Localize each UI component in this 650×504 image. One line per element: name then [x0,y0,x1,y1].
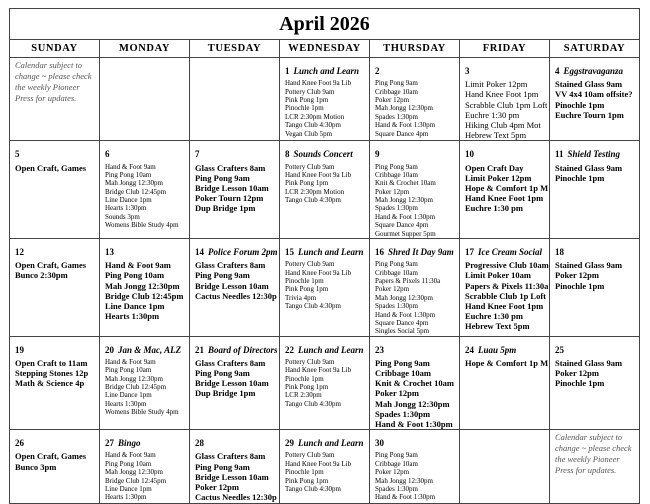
event-item: Hand & Foot 9am [105,162,156,171]
day-number: 19 [15,344,24,355]
day-header [105,432,185,451]
weekday-header-row [10,40,640,58]
special-event: Board of Directors [208,344,278,355]
event-item: Poker 12pm [375,285,410,294]
day-cell [550,239,640,337]
event-item: Pinochle 1pm [555,280,605,291]
event-item: Ping Pong 10am [105,366,152,375]
event-item: Stained Glass 9am [555,357,623,368]
calendar-note: Calendar subject to change ~ please check the weekly Pioneer Press for updates. [555,432,632,475]
event-item: Hiking Club 4pm Mot [465,119,541,130]
day-number: 18 [555,247,564,258]
event-item: LCR 2:30pm Motion [285,187,345,196]
event-item: Hand Knee Foot 1pm [465,89,539,100]
day-number: 22 [285,344,294,355]
day-header [465,339,545,358]
event-item: Ping Pong 10am [105,459,152,468]
event-item: Euchre 1:30 pm [465,109,520,120]
day-header [195,241,278,260]
event-item: Glass Crafters 8am [195,451,266,462]
event-item: Ping Pong 9am [375,162,418,171]
day-header [15,339,95,358]
day-header [555,339,635,358]
day-cell [550,430,640,504]
event-item: Ping Pong 9am [375,79,418,88]
day-number: 15 [285,247,294,258]
event-item: Scrabble Club 1pm Loft [465,99,548,110]
event-item: Ping Pong 10am [105,270,165,281]
day-number: 17 [465,247,474,258]
event-item: Ping Pong 9am [375,260,418,269]
day-cell [100,141,190,239]
day-cell [370,430,460,504]
event-item: Pinochle 1pm [285,374,324,383]
event-item: Bridge Club 12:45pm [105,187,167,196]
day-cell [10,239,100,337]
event-item: Open Craft Day [465,162,524,173]
special-event: Shield Testing [567,149,620,160]
day-header [105,143,185,162]
day-cell [460,239,550,337]
event-item: Pottery Club 9am [285,87,335,96]
event-item: Limit Poker 10am [465,270,531,281]
event-item: Ping Pong 9am [195,172,250,183]
event-item: Poker 12pm [375,95,410,104]
event-item: Poker 12pm [375,187,410,196]
special-event: Lunch and Learn [293,66,360,76]
day-number: 1 [285,66,290,76]
day-header [15,432,95,451]
event-item: Limit Poker 12pm [465,79,528,90]
event-item: Pink Pong 1pm [285,95,329,104]
day-header [375,339,455,358]
event-item: Hand & Foot 1:30pm [375,493,436,502]
event-item: Pottery Club 9am [285,451,335,460]
event-item: Pink Pong 1pm [285,285,329,294]
event-item: Stained Glass 9am [555,79,623,90]
event-item: Tango Club 4:30pm [285,484,341,493]
day-number: 30 [375,438,384,449]
special-event: Jan & Mac, ALZ [118,344,182,355]
day-header [465,241,545,260]
event-item: Hand Knee Foot 9a Lib [285,170,352,179]
event-item: Bridge Club 12:45pm [105,290,184,301]
day-header [375,143,455,162]
event-item: Ping Pong 9am [195,461,250,472]
day-header [105,241,185,260]
event-item: Dup Bridge 1pm [195,203,256,214]
day-cell [190,430,280,504]
event-item: Hand Knee Foot 9a Lib [285,79,352,88]
event-item: Hearts 1:30pm [105,493,147,502]
event-item: Pinochle 1pm [555,378,605,389]
event-item: Glass Crafters 8am [195,162,266,173]
event-item: Hope & Comfort 1p M [465,357,549,368]
event-item: Hand Knee Foot 9a Lib [285,459,352,468]
day-header [465,60,545,79]
day-number: 23 [375,344,384,355]
day-number: 26 [15,438,24,449]
event-item: Line Dance 1pm [105,391,152,400]
special-event: Shred It Day 9am [388,247,454,258]
event-item: Spades 1:30pm [375,484,418,493]
event-item: Ping Pong 10am [105,170,152,179]
special-event: Eggstravaganza [563,66,624,76]
event-item: Hebrew Text 5pm [465,130,527,141]
day-header [375,241,455,260]
week-row [10,239,640,337]
day-number: 9 [375,149,380,160]
event-item: Mah Jongg 12:30pm [375,104,433,113]
event-item: Square Dance 4pm [375,221,429,230]
day-cell [280,430,370,504]
event-item: Line Dance 1pm [105,300,165,311]
event-item: Math & Science 4p [15,378,85,389]
event-item: Hope & Comfort 1p M [465,182,549,193]
day-cell [100,336,190,430]
event-item: Trivia 4pm [285,293,317,302]
event-item: Spades 1:30pm [375,408,431,419]
event-item: Cribbage 10am [375,170,418,179]
day-number: 10 [465,149,474,160]
event-item: Tango Club 4:30pm [285,121,341,130]
event-item: Mah Jongg 12:30pm [375,476,433,485]
day-header [375,432,455,451]
event-item: Knit & Crochet 10am [375,378,454,389]
event-item: Bunco 2:30pm [15,270,68,281]
day-cell [190,58,280,141]
calendar-grid [9,39,640,504]
day-header [195,432,275,451]
event-item: Cactus Needles 12:30p [195,290,277,301]
week-row [10,430,640,504]
event-item: Hand & Foot 9am [105,357,156,366]
event-item: Pinochle 1pm [285,276,324,285]
event-item: Mah Jongg 12:30pm [375,293,433,302]
event-item: Hand Knee Foot 1pm [465,193,544,204]
event-item: Poker 12pm [375,468,410,477]
event-item: Spades 1:30pm [375,302,418,311]
event-item: Gourmet Supper 5pm [375,229,436,238]
event-item: Tango Club 4:30pm [285,196,341,205]
day-header [285,241,365,260]
event-item: Bridge Lesson 10am [195,280,269,291]
day-number: 7 [195,149,200,160]
event-item: Hearts 1:30pm [105,311,160,322]
event-item: Pottery Club 9am [285,357,335,366]
event-item: Ping Pong 9am [375,357,430,368]
event-item: Sounds 3pm [105,212,140,221]
week-row [10,336,640,430]
day-cell [550,141,640,239]
event-item: Hand Knee Foot 9a Lib [285,268,352,277]
event-item: Cribbage 10am [375,368,431,379]
event-item: Vegan Club 5pm [285,129,333,138]
event-item: LCR 2:30pm [285,391,322,400]
day-number: 14 [195,247,204,258]
event-item: Progressive Club 10am [465,260,549,271]
event-item: Hand & Foot 9am [105,260,171,271]
event-item: Line Dance 1pm [105,484,152,493]
day-header [375,60,455,79]
event-item: Mah Jongg 12:30pm [105,468,163,477]
weekday-monday: MONDAY [100,40,190,58]
day-header [285,432,365,451]
day-number: 6 [105,149,110,160]
event-item: Tango Club 4:30pm [285,302,341,311]
day-number: 2 [375,66,380,76]
event-item: LCR 2:30pm Motion [285,112,345,121]
event-item: Euchre 1:30 pm [465,203,523,214]
day-number: 21 [195,344,204,355]
event-item: Singles Social 5pm [375,327,430,336]
event-item: Hand Knee Foot 1pm [465,300,544,311]
event-item: Hand Knee Foot 9a Lib [285,366,352,375]
event-item: Glass Crafters 8am [195,357,266,368]
event-item: Open Craft, Games [15,451,87,462]
day-header [195,339,278,358]
calendar-title: April 2026 [9,8,640,39]
event-item: Poker 12pm [555,270,599,281]
event-item: Hand & Foot 1:30pm [375,212,436,221]
event-item: Square Dance 4pm [375,318,429,327]
event-item: Poker 12pm [375,388,419,399]
event-item: Hand & Foot 9am [105,451,156,460]
event-item: Cribbage 10am [375,459,418,468]
day-number: 25 [555,344,564,355]
special-event: Lunch and Learn [298,247,364,258]
day-header [555,143,635,162]
special-event: Bingo [118,438,141,449]
event-item: Dup Bridge 1pm [195,388,256,399]
event-item: Mah Jongg 12:30pm [105,374,163,383]
day-header [105,339,185,358]
day-header [195,143,275,162]
event-item: Euchre 1:30 pm [465,311,523,322]
event-item: Pottery Club 9am [285,260,335,269]
event-item: Pink Pong 1pm [285,383,329,392]
day-cell [370,336,460,430]
event-item: Limit Poker 12pm [465,172,532,183]
day-cell [550,336,640,430]
special-event: Ice Cream Social [478,247,542,258]
day-cell [280,239,370,337]
day-header [15,241,95,260]
week-row [10,58,640,141]
special-event: Lunch and Learn [298,344,364,355]
event-item: Euchre Tourn 1pm [555,109,624,120]
day-cell [550,58,640,141]
event-item: Spades 1:30pm [375,112,418,121]
day-number: 3 [465,66,470,76]
day-header [285,339,365,358]
day-cell [460,336,550,430]
day-cell [460,430,550,504]
event-item: Pinochle 1pm [285,104,324,113]
event-item: Ping Pong 9am [195,270,250,281]
event-item: Hearts 1:30pm [105,204,147,213]
day-number: 5 [15,149,20,160]
event-item: Bridge Lesson 10am [195,471,269,482]
day-cell [10,58,100,141]
day-number: 11 [555,149,564,160]
event-item: Bridge Club 12:45pm [105,383,167,392]
day-cell [370,239,460,337]
day-cell [280,336,370,430]
event-item: Hand & Foot 1:30pm [375,419,453,430]
day-cell [10,336,100,430]
day-cell [460,58,550,141]
calendar-page [9,8,640,504]
event-item: Stained Glass 9am [555,162,623,173]
event-item: Square Dance 4pm [375,129,429,138]
weekday-wednesday: WEDNESDAY [280,40,370,58]
event-item: Papers & Pixels 11:30a [465,280,549,291]
event-item: Bridge Club 12:45pm [105,476,167,485]
day-cell [100,58,190,141]
event-item: Pinochle 1pm [555,99,605,110]
event-item: Ping Pong 9am [195,368,250,379]
day-cell [280,141,370,239]
event-item: Pinochle 1pm [555,172,605,183]
event-item: Papers & Pixels 11:30a [375,276,441,285]
event-item: Scrabble Club 1p Loft [465,290,546,301]
event-item: VV 4x4 10am offsite? [555,89,633,100]
day-header [555,60,635,79]
weekday-tuesday: TUESDAY [190,40,280,58]
event-item: Cactus Needles 12:30p [195,492,277,503]
weekday-sunday: SUNDAY [10,40,100,58]
week-row [10,141,640,239]
weekday-thursday: THURSDAY [370,40,460,58]
event-item: Mah Jongg 12:30pm [105,179,163,188]
event-item: Cribbage 10am [375,87,418,96]
day-number: 29 [285,438,294,449]
event-item: Pink Pong 1pm [285,476,329,485]
day-cell [190,141,280,239]
special-event: Sounds Concert [293,149,353,160]
day-number: 4 [555,66,560,76]
event-item: Open Craft, Games [15,162,87,173]
day-number: 12 [15,247,24,258]
event-item: Knit & Crochet 10am [375,179,436,188]
event-item: Pottery Club 9am [285,162,335,171]
event-item: Pinochle 1pm [285,468,324,477]
event-item: Poker Tourn 12pm [195,193,264,204]
day-header [555,241,635,260]
event-item: Womens Bible Study 4pm [105,221,179,230]
special-event: Lunch and Learn [298,438,364,449]
day-number: 13 [105,247,114,258]
event-item: Cribbage 10am [375,268,418,277]
event-item: Open Craft, Games [15,260,87,271]
event-item: Poker 12pm [195,481,239,492]
event-item: Bridge Lesson 10am [195,378,269,389]
day-cell [190,239,280,337]
day-header [285,143,365,162]
special-event: Police Forum 2pm [208,247,278,258]
event-item: Bridge Lesson 10am [195,182,269,193]
event-item: Mah Jongg 12:30pm [105,280,180,291]
special-event: Luau 5pm [478,344,517,355]
event-item: Hand & Foot 1:30pm [375,310,436,319]
event-item: Hearts 1:30pm [105,399,147,408]
day-cell [280,58,370,141]
day-header [285,60,365,79]
day-header [465,143,545,162]
event-item: Glass Crafters 8am [195,260,266,271]
day-number: 16 [375,247,384,258]
day-cell [100,430,190,504]
event-item: Ping Pong 9am [375,451,418,460]
day-header [15,143,95,162]
event-item: Stepping Stones 12p [15,368,89,379]
event-item: Stained Glass 9am [555,260,623,271]
day-cell [10,141,100,239]
event-item: Poker 12pm [555,368,599,379]
event-item: Hand & Foot 1:30pm [375,121,436,130]
event-item: Spades 1:30pm [375,204,418,213]
day-number: 20 [105,344,114,355]
event-item: Womens Bible Study 4pm [105,408,179,417]
event-item: Line Dance 1pm [105,196,152,205]
event-item: Mah Jongg 12:30pm [375,196,433,205]
weekday-friday: FRIDAY [460,40,550,58]
event-item: Open Craft to 11am [15,357,88,368]
weekday-saturday: SATURDAY [550,40,640,58]
day-cell [370,141,460,239]
event-item: Hebrew Text 5pm [465,321,530,332]
day-number: 24 [465,344,474,355]
day-cell [370,58,460,141]
day-number: 27 [105,438,114,449]
event-item: Tango Club 4:30pm [285,399,341,408]
day-number: 28 [195,438,204,449]
calendar-note: Calendar subject to change ~ please check the weekly Pioneer Press for updates. [15,60,92,103]
day-cell [10,430,100,504]
day-number: 8 [285,149,290,160]
event-item: Bunco 3pm [15,461,57,472]
event-item: Pink Pong 1pm [285,179,329,188]
day-cell [100,239,190,337]
event-item: Mah Jongg 12:30pm [375,398,450,409]
day-cell [460,141,550,239]
day-cell [190,336,280,430]
